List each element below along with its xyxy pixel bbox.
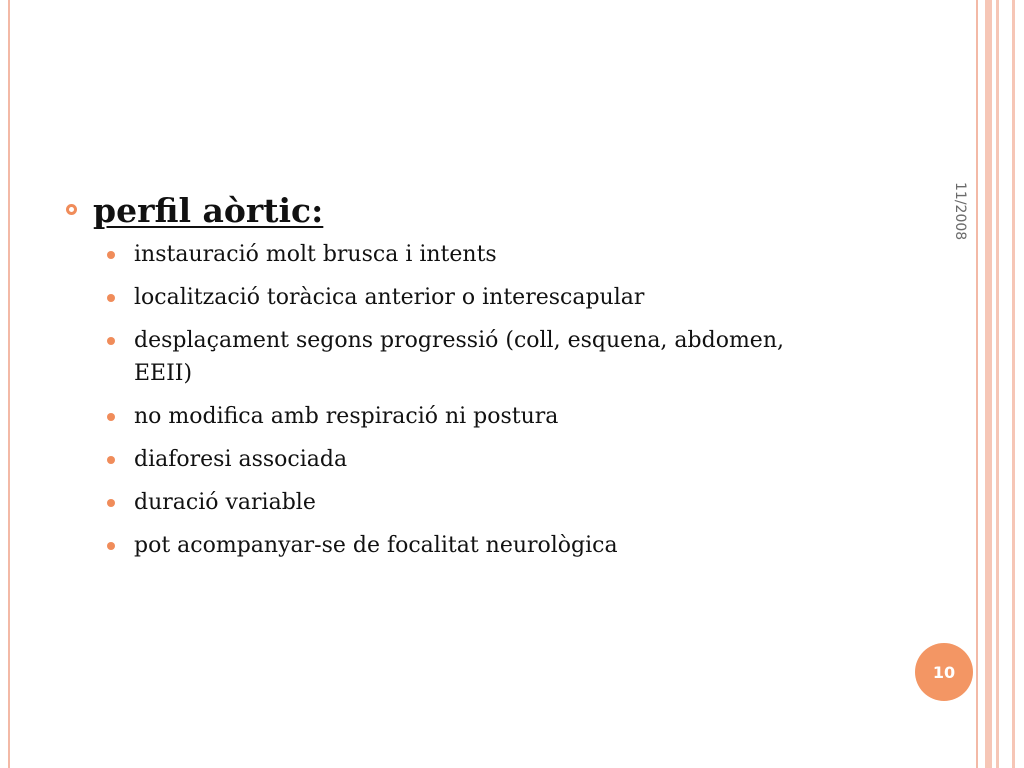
bullet-dot-icon (107, 542, 115, 550)
list-item (105, 529, 785, 562)
list-item-text: desplaçament segons progressió (coll, esquena, abdomen, EEII) (134, 328, 784, 386)
list-item-text: diaforesi associada (134, 447, 348, 472)
list-item (105, 281, 785, 314)
list-item (105, 443, 785, 476)
bullet-dot-icon (107, 294, 115, 302)
right-border-band (985, 0, 992, 768)
list-item-text: pot acompanyar-se de focalitat neurològica (134, 533, 618, 558)
bullet-dot-icon (107, 251, 115, 259)
right-border-line-outer (1012, 0, 1015, 768)
list-item-text: no modifica amb respiració ni postura (134, 404, 559, 429)
bullet-dot-icon (107, 413, 115, 421)
list-item-text: duració variable (134, 490, 316, 515)
bullet-list (105, 238, 785, 572)
bullet-dot-icon (107, 499, 115, 507)
ring-bullet-icon (66, 204, 77, 215)
left-border-line (8, 0, 10, 768)
bullet-dot-icon (107, 456, 115, 464)
slide-heading: perfil aòrtic: (93, 191, 324, 230)
list-item (105, 400, 785, 433)
list-item (105, 486, 785, 519)
page-number-badge (915, 643, 973, 701)
right-border-line (976, 0, 978, 768)
bullet-dot-icon (107, 337, 115, 345)
list-item (105, 238, 785, 271)
page-number: 10 (932, 662, 956, 682)
list-item-text: localització toràcica anterior o interescapular (134, 285, 645, 310)
slide-date: 11/2008 (952, 182, 968, 241)
list-item-text: instauració molt brusca i intents (134, 242, 497, 267)
list-item (105, 324, 785, 390)
right-border-line-thin (996, 0, 999, 768)
